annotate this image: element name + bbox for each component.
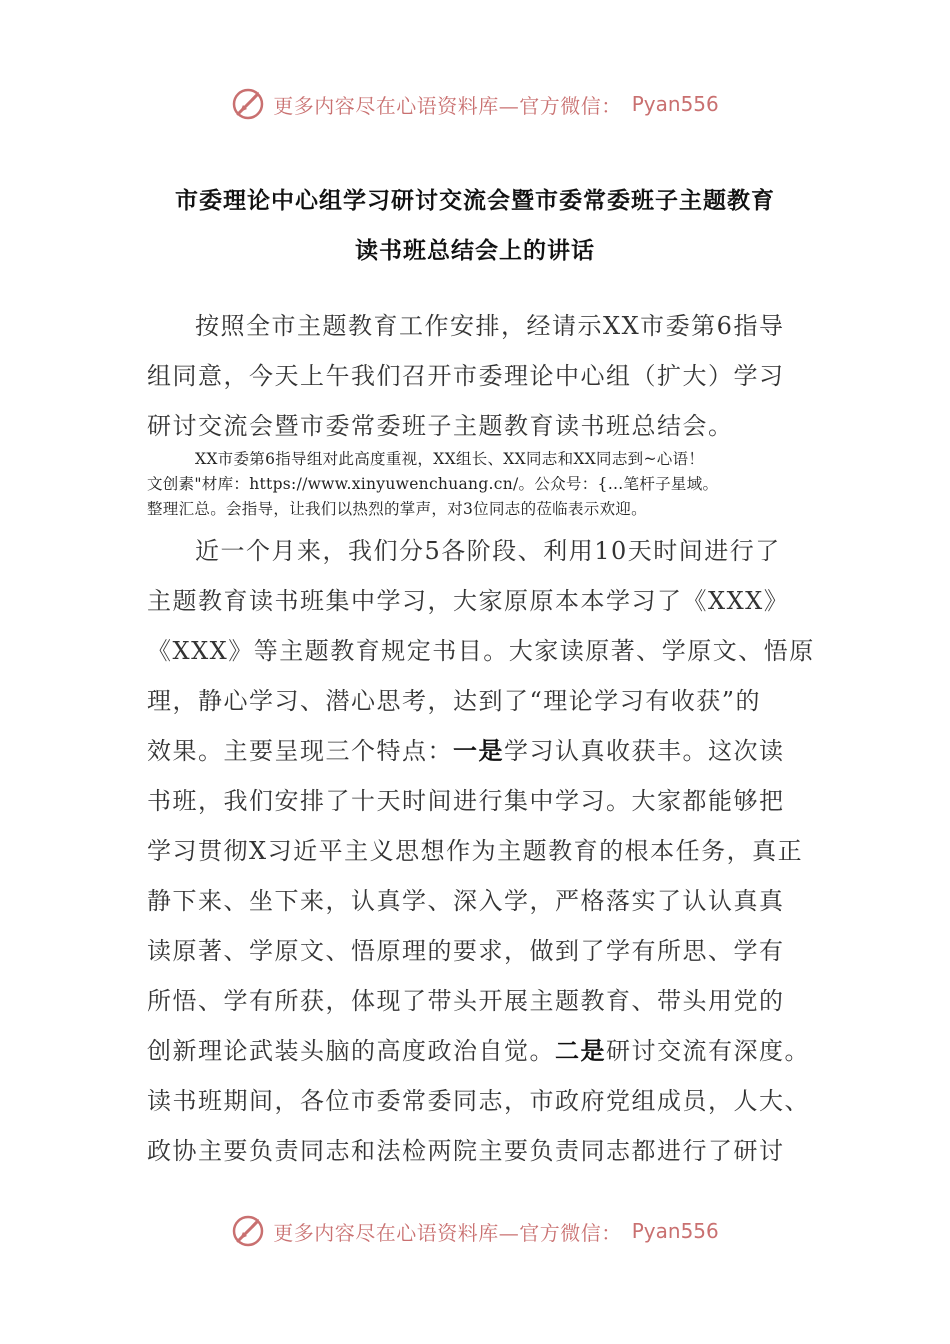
para2-line-6: 书班，我们安排了十天时间进行集中学习。大家都能够把 — [147, 787, 785, 815]
para2-line-3: 《XXX》等主题教育规定书目。大家读原著、学原文、悟原 — [147, 637, 815, 665]
para2-line-1: 近一个月来，我们分5各阶段、利用10天时间进行了 — [195, 537, 781, 565]
doc-title-line-2: 读书班总结会上的讲话 — [355, 238, 595, 264]
para1-line-1: 按照全市主题教育工作安排，经请示XX市委第6指导 — [195, 312, 785, 340]
para2-line-8: 静下来、坐下来，认真学、深入学，严格落实了认认真真 — [147, 887, 785, 915]
para2-line-11-b: 研讨交流有深度。 — [606, 1037, 810, 1065]
doc-title-line-1: 市委理论中心组学习研讨交流会暨市委常委班子主题教育 — [175, 188, 775, 214]
small-para-line-2: 文创素"材库：https://www.xinyuwenchuang.cn/。公众号：{…笔杆子星域。 — [147, 475, 719, 493]
footer-banner — [0, 1211, 950, 1251]
para2-line-13: 政协主要负责同志和法检两院主要负责同志都进行了研讨 — [147, 1137, 785, 1165]
pen-logo-icon — [231, 87, 265, 121]
para2-line-12: 读书班期间，各位市委常委同志，市政府党组成员，人大、 — [147, 1087, 810, 1115]
para2-line-5 — [147, 731, 785, 766]
para2-line-2: 主题教育读书班集中学习，大家原原本本学习了《XXX》 — [147, 587, 790, 615]
header-banner — [0, 84, 950, 124]
para2-line-11 — [147, 1031, 810, 1066]
para2-line-11-a: 创新理论武装头脑的高度政治自觉。 — [147, 1037, 555, 1065]
para1-line-2: 组同意，今天上午我们召开市委理论中心组（扩大）学习 — [147, 362, 785, 390]
para1-line-3: 研讨交流会暨市委常委班子主题教育读书班总结会。 — [147, 412, 734, 440]
para2-line-5-a: 效果。主要呈现三个特点： — [147, 737, 453, 765]
small-para-line-3: 整理汇总。会指导，让我们以热烈的掌声，对3位同志的莅临表示欢迎。 — [147, 500, 647, 518]
para2-line-7: 学习贯彻X习近平主义思想作为主题教育的根本任务，真正 — [147, 837, 804, 865]
para2-line-9: 读原著、学原文、悟原理的要求，做到了学有所思、学有 — [147, 937, 785, 965]
small-para-line-1: XX市委第6指导组对此高度重视，XX组长、XX同志和XX同志到~心语！ — [195, 450, 705, 468]
footer-wechat-id: Pyan556 — [631, 1219, 719, 1243]
wechat-id: Pyan556 — [631, 92, 719, 116]
para2-line-10: 所悟、学有所获，体现了带头开展主题教育、带头用党的 — [147, 987, 785, 1015]
point-one-label: 一是 — [453, 737, 504, 765]
para2-line-4: 理，静心学习、潜心思考，达到了“理论学习有收获”的 — [147, 687, 762, 715]
para2-line-5-b: 学习认真收获丰。这次读 — [504, 737, 785, 765]
pen-logo-icon — [231, 1214, 265, 1248]
footer-banner-text: 更多内容尽在心语资料库—官方微信： — [273, 1220, 622, 1245]
banner-text: 更多内容尽在心语资料库—官方微信： — [273, 93, 622, 118]
point-two-label: 二是 — [555, 1037, 606, 1065]
